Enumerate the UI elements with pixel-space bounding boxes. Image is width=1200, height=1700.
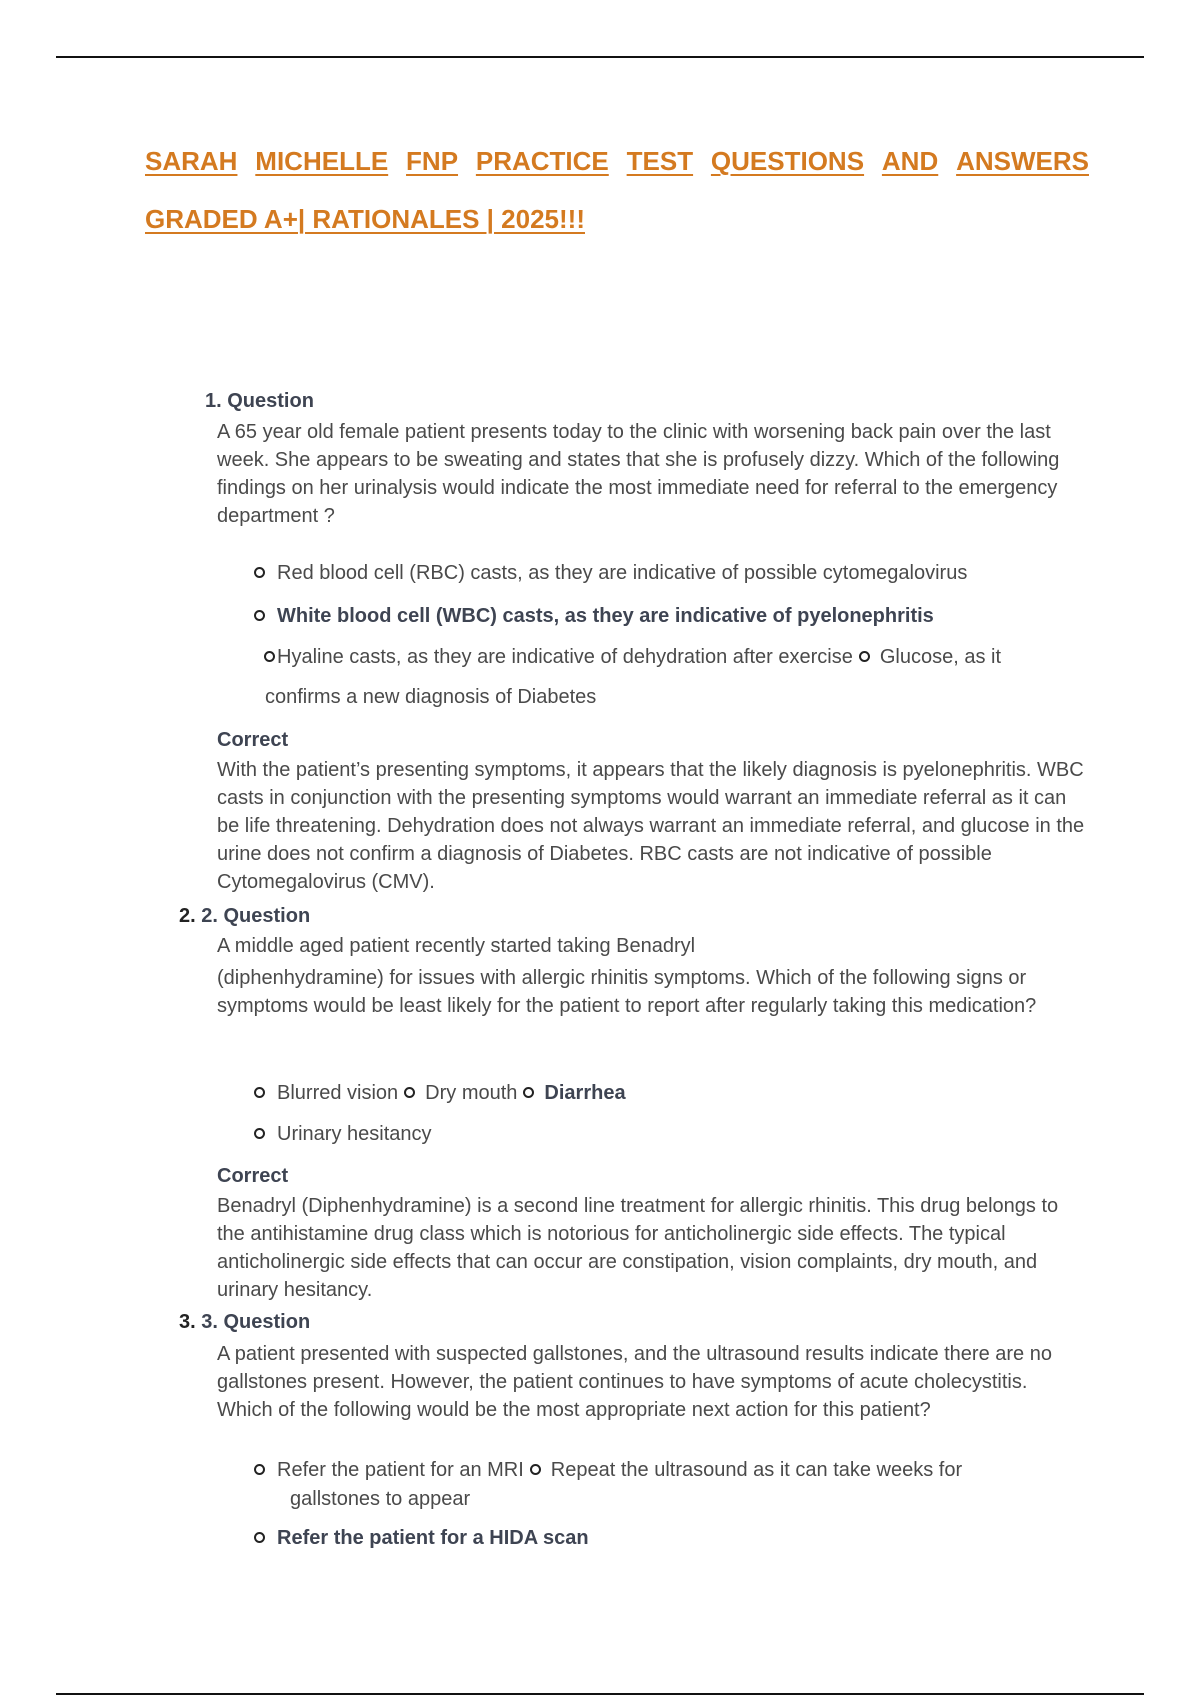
- question-2-text-line-1: A middle aged patient recently started taking Benadryl: [217, 935, 696, 957]
- question-1-option-c-d: [264, 643, 1001, 671]
- option-text: Red blood cell (RBC) casts, as they are indicative of possible cytomegalovirus: [277, 562, 968, 584]
- question-1-option-d-continued: confirms a new diagnosis of Diabetes: [265, 686, 597, 708]
- title-word: PRACTICE: [475, 146, 609, 176]
- title-line-2: GRADED A+| RATIONALES | 2025!!!: [145, 204, 585, 234]
- option-text: Refer the patient for an MRI: [277, 1459, 524, 1481]
- question-1-text: A 65 year old female patient presents today to the clinic with worsening back pain over the last week. She appears to be sweating and states that she is profusely dizzy. Which of the following findings on her urinalysis would indicate the most immediate need for referral to the emergency department ?: [217, 421, 1060, 527]
- bullet-icon: [264, 651, 275, 662]
- bullet-icon: [254, 610, 265, 621]
- bullet-icon: [523, 1087, 534, 1098]
- question-1-option-a: [254, 559, 967, 587]
- question-3-options-row-1: [254, 1456, 962, 1484]
- option-text: Refer the patient for a HIDA scan: [277, 1527, 589, 1549]
- title-word: ANSWERS: [956, 146, 1089, 176]
- option-text: Blurred vision: [277, 1082, 399, 1104]
- title-word: TEST: [626, 146, 694, 176]
- question-1-correct-label: Correct: [217, 729, 289, 751]
- question-3-option-b-continued: gallstones to appear: [290, 1488, 471, 1510]
- bullet-icon: [859, 651, 870, 662]
- question-2-text: (diphenhydramine) for issues with allergic rhinitis symptoms. Which of the following signs or symptoms would be least likely for the patient to report after regularly taking this medication?: [217, 967, 1037, 1017]
- bottom-rule: [56, 1693, 1144, 1695]
- title-word: SARAH: [145, 146, 238, 176]
- question-3-text: A patient presented with suspected gallstones, and the ultrasound results indicate there are no gallstones present. However, the patient continues to have symptoms of acute cholecystitis. Which of the following would be the most appropriate next action for this patient?: [217, 1343, 1052, 1421]
- title-word: FNP: [406, 146, 459, 176]
- question-2-correct-label: Correct: [217, 1165, 289, 1187]
- title-word: AND: [881, 146, 939, 176]
- question-2-option-d: [254, 1120, 432, 1148]
- option-text: Hyaline casts, as they are indicative of dehydration after exercise: [277, 646, 853, 668]
- bullet-icon: [254, 1128, 265, 1139]
- question-1-rationale: With the patient’s presenting symptoms, it appears that the likely diagnosis is pyelonephritis. WBC casts in conjunction with the presenting symptoms would warrant an immediate referral as it can be life threatening. Dehydration does not always warrant an immediate referral, and glucose in the urine does not confirm a diagnosis of Diabetes. RBC casts are not indicative of possible Cytomegalovirus (CMV).: [217, 759, 1085, 893]
- question-3-heading-text: 3. Question: [201, 1311, 311, 1333]
- bullet-icon: [254, 1532, 265, 1543]
- option-text: Dry mouth: [425, 1082, 518, 1104]
- option-text: Repeat the ultrasound as it can take weeks for: [550, 1459, 963, 1481]
- bullet-icon: [404, 1087, 415, 1098]
- question-3-heading: [179, 1308, 310, 1336]
- list-number: 3.: [179, 1311, 196, 1333]
- question-1-heading: 1. Question: [205, 390, 314, 412]
- question-2-heading: [179, 902, 310, 930]
- question-2-rationale: Benadryl (Diphenhydramine) is a second line treatment for allergic rhinitis. This drug belongs to the antihistamine drug class which is notorious for anticholinergic side effects. The typical anticholinergic side effects that can occur are constipation, vision complaints, dry mouth, and urinary hesitancy.: [217, 1195, 1059, 1301]
- bullet-icon: [530, 1464, 541, 1475]
- list-number: 2.: [179, 905, 196, 927]
- bullet-icon: [254, 1464, 265, 1475]
- question-2-options-row-1: [254, 1079, 626, 1107]
- question-1-option-b: [254, 602, 934, 630]
- title-word: QUESTIONS: [710, 146, 865, 176]
- option-text-correct: Diarrhea: [544, 1082, 626, 1104]
- question-3-option-c: [254, 1524, 589, 1552]
- option-text: Urinary hesitancy: [277, 1123, 432, 1145]
- bullet-icon: [254, 1087, 265, 1098]
- option-text: White blood cell (WBC) casts, as they are indicative of pyelonephritis: [277, 605, 934, 627]
- option-text: Glucose, as it: [879, 646, 1002, 668]
- bullet-icon: [254, 567, 265, 578]
- question-2-heading-text: 2. Question: [201, 905, 311, 927]
- title-word: MICHELLE: [255, 146, 389, 176]
